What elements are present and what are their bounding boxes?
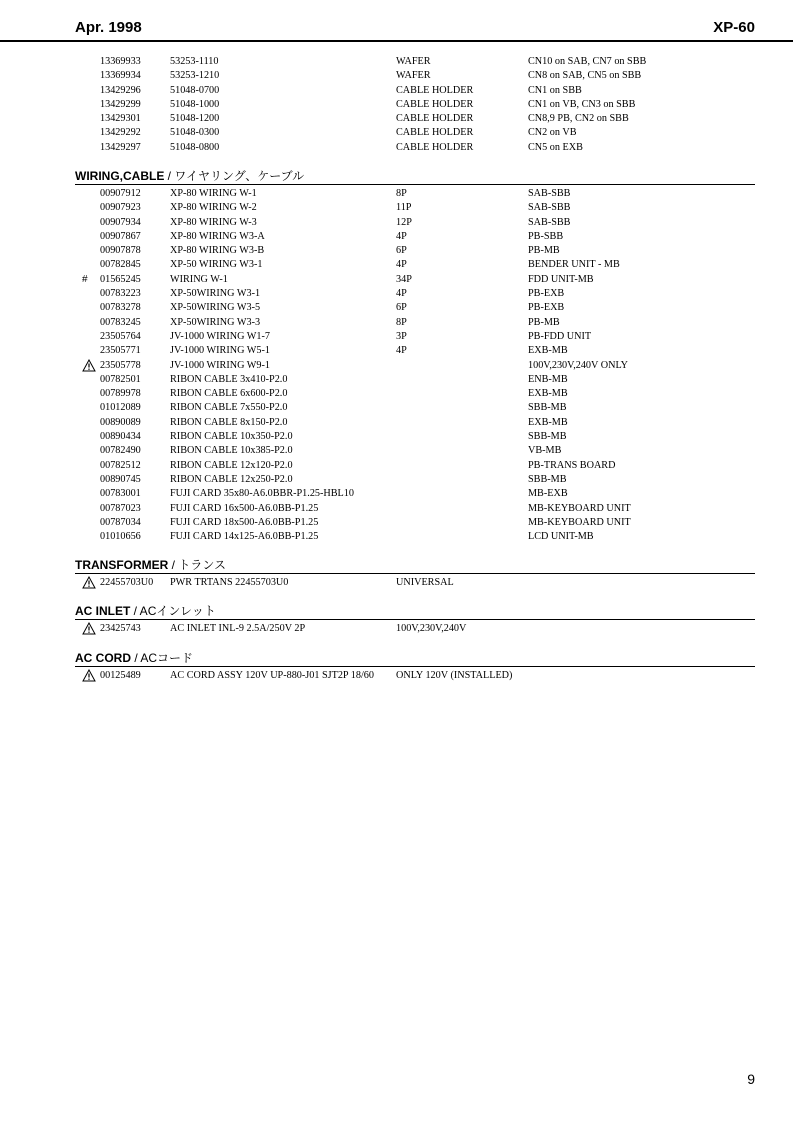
cell-qty: 6P [396,245,407,257]
cell-note: VB-MB [528,445,562,457]
table-row [0,359,793,373]
section-title-wiring: WIRING,CABLE / ワイヤリング、ケーブル [75,168,755,185]
warning-triangle-icon [82,622,100,638]
cell-note: FDD UNIT-MB [528,273,594,285]
warning-triangle-icon [82,669,100,685]
cell-part: 00782845 [100,259,141,271]
cell-qty: WAFER [396,70,431,82]
cell-desc: WIRING W-1 [170,273,228,285]
cell-note: MB-KEYBOARD UNIT [528,516,631,528]
cell-qty: 4P [396,288,407,300]
table-row [0,141,793,155]
table-row [0,516,793,530]
cell-desc: RIBON CABLE 6x600-P2.0 [170,388,288,400]
section-title-transformer: TRANSFORMER / トランス [75,557,755,574]
cell-desc: FUJI CARD 16x500-A6.0BB-P1.25 [170,502,319,514]
table-row [0,622,793,636]
cell-part: 00789978 [100,388,141,400]
cell-note: CN10 on SAB, CN7 on SBB [528,56,647,67]
cell-part: 00782512 [100,459,141,471]
table-row [0,387,793,401]
cell-desc: 51048-0800 [170,141,220,153]
cell-desc: RIBON CABLE 12x120-P2.0 [170,459,293,471]
cell-note: SAB-SBB [528,188,571,199]
cell-note: MB-KEYBOARD UNIT [528,502,631,514]
table-row [0,230,793,244]
hash-mark: # [82,273,88,285]
cell-part: 00783278 [100,302,141,314]
table-row [0,126,793,140]
cell-part: 13429301 [100,113,141,125]
table-row [0,244,793,258]
cell-qty: CABLE HOLDER [396,141,474,153]
table-row [0,112,793,126]
cell-qty: 12P [396,216,412,228]
cell-qty: CABLE HOLDER [396,113,474,125]
cell-desc: XP-50 WIRING W3-1 [170,259,263,271]
cell-part: 13369934 [100,70,141,82]
table-row [0,669,793,683]
cell-qty: 100V,230V,240V [396,623,467,634]
cell-part: 13429299 [100,98,141,110]
cell-desc: 53253-1110 [170,56,219,67]
table-row [0,416,793,430]
wafer-table [0,55,793,155]
table-row [0,301,793,315]
cell-qty: 4P [396,259,407,271]
table-row [0,287,793,301]
cell-part: 00890745 [100,473,141,485]
cell-part: 00125489 [100,670,141,681]
cell-part: 23505764 [100,330,141,342]
ac-cord-table [0,669,793,683]
table-row [0,576,793,590]
cell-part: 23425743 [100,623,141,634]
header-date: Apr. 1998 [75,19,142,36]
table-row [0,69,793,83]
table-row [0,344,793,358]
cell-part: 00907934 [100,216,141,228]
wiring-table [0,187,793,544]
cell-part: 13369933 [100,56,141,67]
cell-desc: PWR TRTANS 22455703U0 [170,577,289,588]
cell-note: PB-MB [528,316,560,328]
cell-note: SAB-SBB [528,202,571,214]
cell-note: ENB-MB [528,373,568,385]
table-row [0,330,793,344]
cell-desc: RIBON CABLE 12x250-P2.0 [170,473,293,485]
page-number: 9 [747,1071,755,1087]
cell-note: BENDER UNIT - MB [528,259,620,271]
cell-desc: 51048-0700 [170,84,220,96]
table-row [0,487,793,501]
cell-note: PB-EXB [528,288,565,300]
header-model: XP-60 [713,19,755,36]
cell-qty: 3P [396,330,407,342]
cell-desc: XP-80 WIRING W3-A [170,230,265,242]
cell-part: 00907878 [100,245,141,257]
cell-part: 00787023 [100,502,141,514]
cell-note: EXB-MB [528,416,568,428]
cell-qty: WAFER [396,56,431,67]
cell-qty: ONLY 120V (INSTALLED) [396,670,513,681]
cell-note: PB-EXB [528,302,565,314]
table-row [0,316,793,330]
cell-part: 01010656 [100,531,141,543]
section-title-ac-inlet: AC INLET / ACインレット [75,603,755,620]
cell-qty: CABLE HOLDER [396,84,474,96]
cell-note: MB-EXB [528,488,568,500]
cell-note: SBB-MB [528,402,567,414]
cell-desc: 51048-0300 [170,127,220,139]
cell-note: SBB-MB [528,473,567,485]
cell-desc: RIBON CABLE 8x150-P2.0 [170,416,288,428]
cell-part: 22455703U0 [100,577,154,588]
cell-part: 23505771 [100,345,141,357]
cell-note: PB-MB [528,245,560,257]
cell-part: 23505778 [100,359,141,371]
cell-qty: 11P [396,202,412,214]
cell-note: PB-TRANS BOARD [528,459,616,471]
table-row [0,473,793,487]
cell-qty: 8P [396,188,407,199]
cell-qty: 6P [396,302,407,314]
cell-part: 00782490 [100,445,141,457]
cell-note: CN1 on VB, CN3 on SBB [528,98,636,110]
cell-note: CN8,9 PB, CN2 on SBB [528,113,629,125]
cell-part: 00907867 [100,230,141,242]
warning-triangle-icon [82,576,100,592]
table-row [0,401,793,415]
table-row [0,430,793,444]
table-row [0,373,793,387]
cell-desc: XP-50WIRING W3-3 [170,316,261,328]
table-row [0,84,793,98]
ac-cord-section [0,650,793,683]
cell-desc: XP-80 WIRING W-3 [170,216,257,228]
cell-desc: JV-1000 WIRING W5-1 [170,345,270,357]
cell-part: 00783001 [100,488,141,500]
cell-note: CN8 on SAB, CN5 on SBB [528,70,642,82]
cell-desc: XP-80 WIRING W3-B [170,245,265,257]
cell-part: 01565245 [100,273,141,285]
cell-note: CN5 on EXB [528,141,583,153]
cell-part: 13429292 [100,127,141,139]
cell-note: 100V,230V,240V ONLY [528,359,629,371]
cell-desc: 51048-1200 [170,113,220,125]
page-header [0,18,793,42]
cell-qty: UNIVERSAL [396,577,454,588]
table-row [0,201,793,215]
cell-part: 00890089 [100,416,141,428]
cell-qty: 34P [396,273,412,285]
cell-desc: AC CORD ASSY 120V UP-880-J01 SJT2P 18/60 [170,670,374,681]
cell-part: 13429297 [100,141,141,153]
ac-inlet-table [0,622,793,636]
cell-part: 00783245 [100,316,141,328]
cell-part: 00783223 [100,288,141,300]
table-row [0,444,793,458]
cell-desc: RIBON CABLE 10x385-P2.0 [170,445,293,457]
cell-desc: RIBON CABLE 10x350-P2.0 [170,431,293,443]
cell-desc: RIBON CABLE 7x550-P2.0 [170,402,288,414]
transformer-table [0,576,793,590]
cell-note: SAB-SBB [528,216,571,228]
cell-desc: XP-80 WIRING W-1 [170,188,257,199]
cell-desc: FUJI CARD 14x125-A6.0BB-P1.25 [170,531,319,543]
cell-desc: RIBON CABLE 3x410-P2.0 [170,373,288,385]
cell-desc: AC INLET INL-9 2.5A/250V 2P [170,623,306,634]
table-row [0,258,793,272]
cell-desc: JV-1000 WIRING W9-1 [170,359,270,371]
table-row [0,459,793,473]
cell-desc: XP-50WIRING W3-5 [170,302,261,314]
cell-desc: 53253-1210 [170,70,220,82]
cell-qty: 8P [396,316,407,328]
table-row [0,55,793,69]
cell-part: 13429296 [100,84,141,96]
wiring-section [0,168,793,544]
transformer-section [0,557,793,590]
cell-desc: XP-50WIRING W3-1 [170,288,261,300]
cell-desc: 51048-1000 [170,98,220,110]
cell-part: 00890434 [100,431,141,443]
cell-part: 00782501 [100,373,141,385]
cell-note: PB-SBB [528,230,564,242]
cell-note: EXB-MB [528,345,568,357]
cell-part: 01012089 [100,402,141,414]
cell-part: 00787034 [100,516,141,528]
table-row [0,502,793,516]
cell-note: CN2 on VB [528,127,577,139]
cell-note: LCD UNIT-MB [528,531,594,543]
cell-part: 00907923 [100,202,141,214]
cell-note: EXB-MB [528,388,568,400]
section-title-ac-cord: AC CORD / ACコード [75,650,755,667]
cell-note: PB-FDD UNIT [528,330,592,342]
table-row [0,187,793,201]
cell-qty: CABLE HOLDER [396,98,474,110]
cell-desc: XP-80 WIRING W-2 [170,202,257,214]
cell-note: CN1 on SBB [528,84,582,96]
cell-qty: 4P [396,345,407,357]
table-row [0,273,793,287]
cell-desc: JV-1000 WIRING W1-7 [170,330,270,342]
cell-desc: FUJI CARD 35x80-A6.0BBR-P1.25-HBL10 [170,488,354,500]
ac-inlet-section [0,603,793,636]
cell-qty: 4P [396,230,407,242]
table-row [0,98,793,112]
cell-part: 00907912 [100,188,141,199]
cell-desc: FUJI CARD 18x500-A6.0BB-P1.25 [170,516,319,528]
table-row [0,530,793,544]
cell-qty: CABLE HOLDER [396,127,474,139]
cell-note: SBB-MB [528,431,567,443]
table-row [0,216,793,230]
